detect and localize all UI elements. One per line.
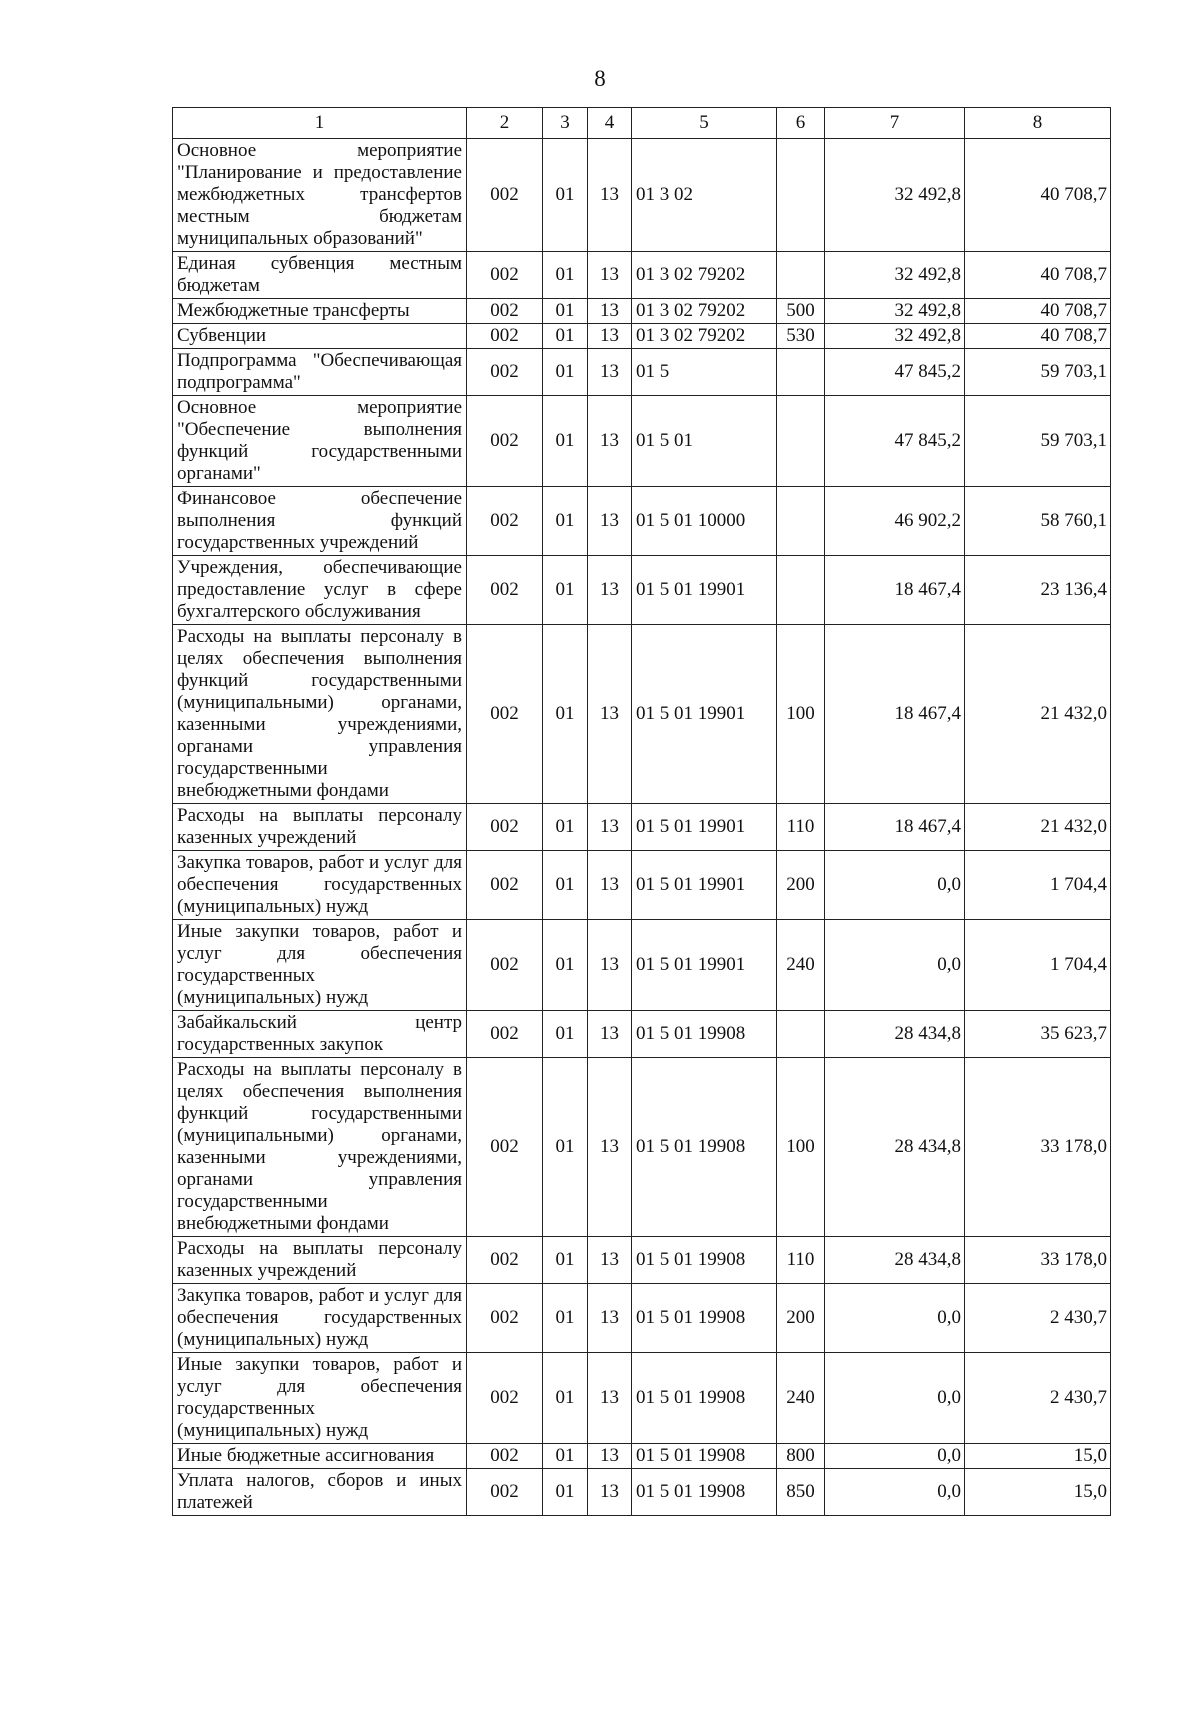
amount-col7-cell: 47 845,2: [825, 349, 965, 396]
expense-type-cell: 240: [777, 920, 825, 1011]
item-name-cell: Расходы на выплаты персоналу казенных учреждений: [173, 804, 467, 851]
ministry-code-cell: 002: [467, 804, 543, 851]
ministry-code-cell: 002: [467, 1469, 543, 1516]
section-code-cell: 01: [543, 487, 588, 556]
section-code-cell: 01: [543, 1237, 588, 1284]
subsection-code-cell: 13: [588, 851, 632, 920]
amount-col7-cell: 18 467,4: [825, 804, 965, 851]
header-cell: 7: [825, 108, 965, 139]
amount-col8-cell: 23 136,4: [965, 556, 1111, 625]
subsection-code-cell: 13: [588, 1058, 632, 1237]
ministry-code-cell: 002: [467, 1011, 543, 1058]
amount-col8-cell: 40 708,7: [965, 324, 1111, 349]
subsection-code-cell: 13: [588, 804, 632, 851]
amount-col8-cell: 1 704,4: [965, 851, 1111, 920]
amount-col8-cell: 33 178,0: [965, 1237, 1111, 1284]
section-code-cell: 01: [543, 299, 588, 324]
expense-type-cell: [777, 349, 825, 396]
table-row: [173, 349, 1111, 396]
item-name-cell: Учреждения, обеспечивающие предоставление услуг в сфере бухгалтерского обслуживания: [173, 556, 467, 625]
amount-col7-cell: 28 434,8: [825, 1058, 965, 1237]
amount-col8-cell: 15,0: [965, 1444, 1111, 1469]
subsection-code-cell: 13: [588, 1353, 632, 1444]
expense-type-cell: 200: [777, 1284, 825, 1353]
table-body: [173, 139, 1111, 1516]
header-cell: 6: [777, 108, 825, 139]
table-row: [173, 487, 1111, 556]
amount-col7-cell: 0,0: [825, 1353, 965, 1444]
expense-type-cell: [777, 556, 825, 625]
section-code-cell: 01: [543, 396, 588, 487]
amount-col8-cell: 40 708,7: [965, 299, 1111, 324]
item-name-cell: Закупка товаров, работ и услуг для обеспечения государственных (муниципальных) нужд: [173, 1284, 467, 1353]
item-name-cell: Уплата налогов, сборов и иных платежей: [173, 1469, 467, 1516]
target-article-cell: 01 5 01 19908: [632, 1237, 777, 1284]
target-article-cell: 01 5 01: [632, 396, 777, 487]
item-name-cell: Иные бюджетные ассигнования: [173, 1444, 467, 1469]
amount-col8-cell: 35 623,7: [965, 1011, 1111, 1058]
section-code-cell: 01: [543, 851, 588, 920]
amount-col8-cell: 15,0: [965, 1469, 1111, 1516]
subsection-code-cell: 13: [588, 920, 632, 1011]
item-name-cell: Забайкальский центр государственных закупок: [173, 1011, 467, 1058]
subsection-code-cell: 13: [588, 1011, 632, 1058]
subsection-code-cell: 13: [588, 1237, 632, 1284]
amount-col8-cell: 40 708,7: [965, 139, 1111, 252]
table-row: [173, 1058, 1111, 1237]
item-name-cell: Расходы на выплаты персоналу казенных учреждений: [173, 1237, 467, 1284]
target-article-cell: 01 5 01 19908: [632, 1058, 777, 1237]
header-cell: 4: [588, 108, 632, 139]
subsection-code-cell: 13: [588, 556, 632, 625]
ministry-code-cell: 002: [467, 625, 543, 804]
header-cell: 1: [173, 108, 467, 139]
ministry-code-cell: 002: [467, 1058, 543, 1237]
ministry-code-cell: 002: [467, 1237, 543, 1284]
amount-col8-cell: 33 178,0: [965, 1058, 1111, 1237]
section-code-cell: 01: [543, 139, 588, 252]
expense-type-cell: 100: [777, 1058, 825, 1237]
item-name-cell: Основное мероприятие "Обеспечение выполнения функций государственными органами": [173, 396, 467, 487]
item-name-cell: Расходы на выплаты персоналу в целях обеспечения выполнения функций государственными (муниципальными) органами, казенными учреждениями, органами управления государственными внебюджетными фондами: [173, 1058, 467, 1237]
amount-col7-cell: 0,0: [825, 851, 965, 920]
page-number: 8: [594, 66, 606, 91]
subsection-code-cell: 13: [588, 396, 632, 487]
subsection-code-cell: 13: [588, 625, 632, 804]
section-code-cell: 01: [543, 556, 588, 625]
section-code-cell: 01: [543, 1353, 588, 1444]
table-row: [173, 625, 1111, 804]
table-row: [173, 139, 1111, 252]
target-article-cell: 01 5 01 19901: [632, 556, 777, 625]
item-name-cell: Расходы на выплаты персоналу в целях обеспечения выполнения функций государственными (муниципальными) органами, казенными учреждениями, органами управления государственными внебюджетными фондами: [173, 625, 467, 804]
header-cell: 8: [965, 108, 1111, 139]
item-name-cell: Межбюджетные трансферты: [173, 299, 467, 324]
amount-col7-cell: 32 492,8: [825, 139, 965, 252]
header-row: [173, 108, 1111, 139]
target-article-cell: 01 5 01 19908: [632, 1469, 777, 1516]
expense-type-cell: 500: [777, 299, 825, 324]
amount-col7-cell: 32 492,8: [825, 299, 965, 324]
ministry-code-cell: 002: [467, 487, 543, 556]
item-name-cell: Закупка товаров, работ и услуг для обеспечения государственных (муниципальных) нужд: [173, 851, 467, 920]
item-name-cell: Основное мероприятие "Планирование и предоставление межбюджетных трансфертов местным бюджетам муниципальных образований": [173, 139, 467, 252]
amount-col7-cell: 0,0: [825, 1469, 965, 1516]
ministry-code-cell: 002: [467, 920, 543, 1011]
amount-col8-cell: 59 703,1: [965, 396, 1111, 487]
target-article-cell: 01 5 01 19908: [632, 1011, 777, 1058]
item-name-cell: Иные закупки товаров, работ и услуг для обеспечения государственных (муниципальных) нужд: [173, 1353, 467, 1444]
ministry-code-cell: 002: [467, 324, 543, 349]
section-code-cell: 01: [543, 1284, 588, 1353]
item-name-cell: Финансовое обеспечение выполнения функций государственных учреждений: [173, 487, 467, 556]
expense-type-cell: 530: [777, 324, 825, 349]
table-row: [173, 556, 1111, 625]
target-article-cell: 01 5 01 19908: [632, 1284, 777, 1353]
amount-col7-cell: 32 492,8: [825, 252, 965, 299]
target-article-cell: 01 5 01 19908: [632, 1444, 777, 1469]
section-code-cell: 01: [543, 349, 588, 396]
table-row: [173, 396, 1111, 487]
item-name-cell: Субвенции: [173, 324, 467, 349]
ministry-code-cell: 002: [467, 396, 543, 487]
amount-col7-cell: 28 434,8: [825, 1237, 965, 1284]
target-article-cell: 01 3 02 79202: [632, 252, 777, 299]
target-article-cell: 01 5 01 19901: [632, 625, 777, 804]
target-article-cell: 01 5 01 10000: [632, 487, 777, 556]
amount-col8-cell: 2 430,7: [965, 1284, 1111, 1353]
expense-type-cell: [777, 487, 825, 556]
section-code-cell: 01: [543, 324, 588, 349]
target-article-cell: 01 3 02 79202: [632, 299, 777, 324]
header-cell: 5: [632, 108, 777, 139]
table-row: [173, 1469, 1111, 1516]
section-code-cell: 01: [543, 1011, 588, 1058]
amount-col8-cell: 40 708,7: [965, 252, 1111, 299]
table-row: [173, 804, 1111, 851]
item-name-cell: Единая субвенция местным бюджетам: [173, 252, 467, 299]
subsection-code-cell: 13: [588, 299, 632, 324]
section-code-cell: 01: [543, 920, 588, 1011]
subsection-code-cell: 13: [588, 324, 632, 349]
ministry-code-cell: 002: [467, 1353, 543, 1444]
ministry-code-cell: 002: [467, 252, 543, 299]
amount-col7-cell: 18 467,4: [825, 556, 965, 625]
target-article-cell: 01 3 02 79202: [632, 324, 777, 349]
ministry-code-cell: 002: [467, 299, 543, 324]
subsection-code-cell: 13: [588, 487, 632, 556]
subsection-code-cell: 13: [588, 252, 632, 299]
amount-col8-cell: 21 432,0: [965, 804, 1111, 851]
table-row: [173, 1284, 1111, 1353]
ministry-code-cell: 002: [467, 139, 543, 252]
subsection-code-cell: 13: [588, 1444, 632, 1469]
item-name-cell: Подпрограмма "Обеспечивающая подпрограмма": [173, 349, 467, 396]
table-row: [173, 1237, 1111, 1284]
subsection-code-cell: 13: [588, 349, 632, 396]
amount-col7-cell: 28 434,8: [825, 1011, 965, 1058]
table-row: [173, 1444, 1111, 1469]
section-code-cell: 01: [543, 252, 588, 299]
expense-type-cell: 800: [777, 1444, 825, 1469]
amount-col7-cell: 0,0: [825, 1284, 965, 1353]
amount-col8-cell: 59 703,1: [965, 349, 1111, 396]
subsection-code-cell: 13: [588, 139, 632, 252]
amount-col7-cell: 46 902,2: [825, 487, 965, 556]
table-row: [173, 324, 1111, 349]
amount-col7-cell: 0,0: [825, 920, 965, 1011]
header-cell: 2: [467, 108, 543, 139]
target-article-cell: 01 5 01 19901: [632, 851, 777, 920]
expense-type-cell: [777, 396, 825, 487]
ministry-code-cell: 002: [467, 1284, 543, 1353]
ministry-code-cell: 002: [467, 851, 543, 920]
section-code-cell: 01: [543, 625, 588, 804]
amount-col8-cell: 21 432,0: [965, 625, 1111, 804]
expense-type-cell: [777, 1011, 825, 1058]
table-row: [173, 252, 1111, 299]
table-row: [173, 299, 1111, 324]
section-code-cell: 01: [543, 1444, 588, 1469]
amount-col7-cell: 0,0: [825, 1444, 965, 1469]
subsection-code-cell: 13: [588, 1284, 632, 1353]
amount-col8-cell: 58 760,1: [965, 487, 1111, 556]
ministry-code-cell: 002: [467, 349, 543, 396]
amount-col7-cell: 47 845,2: [825, 396, 965, 487]
expense-type-cell: 240: [777, 1353, 825, 1444]
amount-col7-cell: 18 467,4: [825, 625, 965, 804]
section-code-cell: 01: [543, 1469, 588, 1516]
target-article-cell: 01 5 01 19901: [632, 920, 777, 1011]
amount-col8-cell: 2 430,7: [965, 1353, 1111, 1444]
table-row: [173, 1353, 1111, 1444]
target-article-cell: 01 5 01 19901: [632, 804, 777, 851]
ministry-code-cell: 002: [467, 556, 543, 625]
expense-type-cell: 110: [777, 1237, 825, 1284]
expense-type-cell: 100: [777, 625, 825, 804]
target-article-cell: 01 3 02: [632, 139, 777, 252]
target-article-cell: 01 5 01 19908: [632, 1353, 777, 1444]
section-code-cell: 01: [543, 1058, 588, 1237]
target-article-cell: 01 5: [632, 349, 777, 396]
table-row: [173, 1011, 1111, 1058]
budget-table: [172, 107, 1111, 1516]
expense-type-cell: 850: [777, 1469, 825, 1516]
expense-type-cell: 110: [777, 804, 825, 851]
section-code-cell: 01: [543, 804, 588, 851]
expense-type-cell: [777, 139, 825, 252]
expense-type-cell: 200: [777, 851, 825, 920]
table-row: [173, 920, 1111, 1011]
ministry-code-cell: 002: [467, 1444, 543, 1469]
amount-col8-cell: 1 704,4: [965, 920, 1111, 1011]
subsection-code-cell: 13: [588, 1469, 632, 1516]
expense-type-cell: [777, 252, 825, 299]
header-cell: 3: [543, 108, 588, 139]
amount-col7-cell: 32 492,8: [825, 324, 965, 349]
item-name-cell: Иные закупки товаров, работ и услуг для обеспечения государственных (муниципальных) нужд: [173, 920, 467, 1011]
table-row: [173, 851, 1111, 920]
